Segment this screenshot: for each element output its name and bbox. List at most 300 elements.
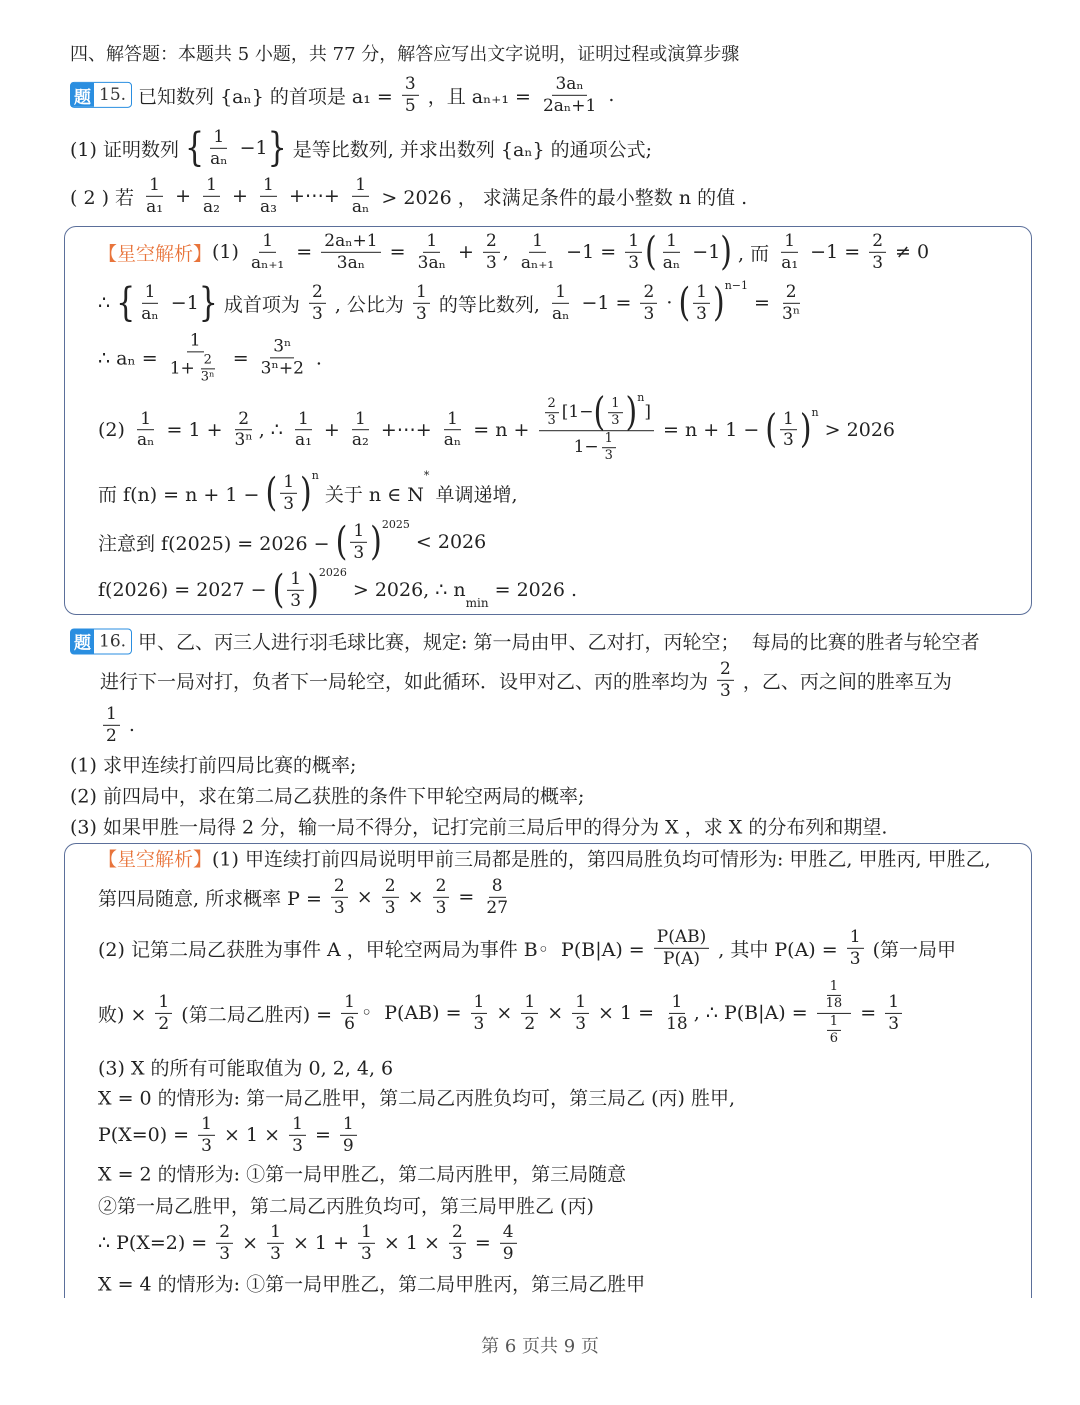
text-run: P(A)	[663, 948, 700, 969]
fraction-denominator	[663, 1014, 691, 1034]
math-fraction	[608, 397, 622, 429]
fraction-denominator	[402, 96, 419, 116]
q16-part1	[70, 751, 356, 778]
text-run: +	[451, 241, 480, 263]
text-run: 2	[643, 281, 655, 302]
math-fraction	[449, 1223, 466, 1263]
fraction-numerator	[663, 232, 680, 253]
q16-solution-line	[98, 1270, 645, 1297]
math-fraction	[349, 410, 372, 450]
text-run: (1) 证明数列	[70, 138, 185, 161]
q16-line2	[100, 660, 952, 700]
q16-solution-line	[98, 1160, 626, 1187]
fraction-denominator	[198, 1136, 215, 1156]
close-bracket: )	[712, 280, 725, 326]
text-run: aₙ	[662, 252, 681, 273]
fraction-denominator	[717, 681, 734, 701]
fraction-numerator	[280, 473, 297, 494]
fraction-numerator	[270, 338, 294, 359]
text-run: 6	[829, 1030, 839, 1046]
close-bracket: )	[625, 389, 638, 436]
fraction-denominator	[780, 431, 797, 451]
text-run: 1	[213, 126, 225, 147]
text-run: 1	[189, 330, 201, 351]
q16-solution-line	[98, 1054, 393, 1081]
text-run: 1	[342, 1113, 354, 1134]
math-fraction	[483, 232, 500, 272]
math-fraction	[138, 283, 162, 323]
text-run: 3	[219, 1243, 231, 1264]
text-run: 3aₙ	[555, 73, 584, 94]
text-run: = n + 1 −	[656, 419, 766, 441]
text-run: aₙ	[210, 148, 228, 169]
text-run: 3	[290, 590, 302, 611]
fraction-denominator	[549, 304, 573, 324]
close-bracket: )	[307, 567, 319, 613]
solution-label: 【星空解析】	[98, 242, 213, 265]
fraction-numerator	[358, 1223, 375, 1244]
text-run: 1	[829, 1013, 839, 1029]
math-fraction	[289, 1115, 306, 1155]
fraction-numerator	[198, 1115, 215, 1136]
exponent: n	[311, 468, 319, 482]
fraction-denominator	[207, 149, 231, 169]
fraction-denominator	[608, 413, 622, 428]
text-run: −1	[164, 292, 199, 314]
fraction-denominator	[572, 1014, 589, 1034]
fraction-denominator	[545, 413, 559, 428]
math-fraction	[500, 1223, 517, 1263]
text-run: aₙ	[136, 430, 155, 451]
fraction-numerator	[783, 283, 800, 304]
text-run: (1) 求甲连续打前四局比赛的概率;	[70, 754, 357, 777]
text-run: =	[290, 241, 319, 263]
text-run: X = 2 的情形为: ①第一局甲胜乙，第二局丙胜甲，第三局随意	[98, 1163, 627, 1186]
text-run: ，且 aₙ₊₁ =	[421, 85, 537, 108]
text-run: , 而	[732, 242, 776, 265]
q16-solution-line	[98, 877, 514, 917]
math-fraction	[602, 432, 616, 464]
fraction-numerator	[260, 176, 277, 197]
fraction-numerator	[654, 928, 709, 949]
text-run: 1	[783, 408, 794, 429]
text-run: 3	[888, 1013, 900, 1034]
text-run: 而 f(n) = n + 1 −	[98, 483, 266, 506]
text-run: 1	[354, 408, 366, 429]
page-cover	[0, 1298, 1080, 1328]
text-run: 27	[486, 897, 509, 918]
text-run: 2aₙ+1	[542, 95, 597, 116]
text-run: 2	[238, 408, 250, 429]
text-run: ×	[401, 886, 430, 908]
fraction-denominator	[358, 1244, 375, 1264]
exponent: n	[637, 391, 645, 405]
text-run: a₃	[259, 196, 277, 217]
text-run: 2	[435, 875, 447, 896]
math-fraction	[441, 410, 465, 450]
text-run: 2	[872, 230, 884, 251]
text-run: =	[468, 1232, 497, 1254]
text-run: 3	[283, 493, 295, 514]
text-run: aₙ	[351, 196, 370, 217]
fraction-numerator	[781, 232, 798, 253]
q15-solution-line	[98, 331, 322, 384]
text-run: 5	[404, 95, 416, 116]
fraction-denominator	[257, 197, 280, 217]
text-run: aₙ₊₁	[250, 252, 285, 273]
text-run: −1	[233, 137, 268, 159]
q15-solution-line	[98, 278, 806, 326]
fraction-numerator	[402, 75, 419, 96]
fraction-denominator	[134, 431, 158, 451]
text-run: 1	[283, 471, 295, 492]
question-number-badge	[70, 82, 132, 108]
text-run: 3ⁿ+2	[260, 358, 304, 379]
math-fraction	[402, 75, 419, 115]
fraction-denominator	[287, 591, 304, 611]
fraction-numerator	[869, 232, 886, 253]
math-fraction	[415, 232, 449, 272]
section-heading: 四、解答题：本题共 5 小题，共 77 分，解答应写出文字说明，证明过程或演算步骤	[70, 44, 740, 65]
text-run: ]	[644, 402, 651, 423]
math-fraction	[483, 877, 511, 917]
text-run: 2	[158, 1013, 170, 1034]
fraction-denominator	[216, 1244, 233, 1264]
math-fraction	[539, 389, 654, 464]
fraction-denominator	[847, 949, 864, 969]
text-run: 1	[524, 991, 536, 1012]
fraction-numerator	[321, 232, 380, 253]
text-run: 2	[720, 658, 731, 679]
fraction-denominator	[349, 431, 372, 451]
close-bracket: )	[370, 519, 382, 565]
fraction-denominator	[267, 1244, 284, 1264]
text-run: 3	[547, 413, 556, 429]
math-fraction	[521, 993, 538, 1033]
question-number-badge	[70, 628, 132, 654]
fraction-numerator	[146, 176, 163, 197]
fraction-numerator	[187, 331, 204, 352]
text-run: 1	[270, 1221, 281, 1242]
math-fraction	[207, 128, 231, 168]
math-fraction	[778, 232, 801, 272]
text-run: −1 =	[560, 241, 623, 263]
fraction-numerator	[572, 993, 589, 1014]
text-run: 3	[435, 897, 447, 918]
math-parentheses	[593, 389, 645, 436]
fraction-numerator	[471, 993, 488, 1014]
text-run: 2	[524, 1013, 536, 1034]
fraction-numerator	[201, 353, 215, 369]
text-run: 进行下一局对打，负者下一局轮空，如此循环．设甲对乙、丙的胜率均为	[100, 670, 715, 693]
text-run: 1	[355, 174, 367, 195]
text-run: 3	[451, 1243, 463, 1264]
text-run: 3	[604, 448, 613, 464]
math-fraction	[869, 232, 886, 272]
q16-solution-line	[98, 928, 956, 968]
text-run: 3	[849, 948, 861, 969]
math-fraction	[321, 232, 380, 272]
text-run: 1	[206, 174, 217, 195]
text-run: 2	[219, 1221, 231, 1242]
open-bracket: (	[272, 567, 285, 613]
fraction-denominator	[258, 359, 307, 379]
fraction-numerator	[608, 397, 622, 413]
text-run: =	[308, 1124, 337, 1146]
math-fraction	[134, 410, 158, 450]
text-run: +	[317, 419, 346, 441]
text-run: 的等比数列,	[432, 293, 546, 316]
math-fraction	[625, 232, 642, 272]
math-fraction	[717, 660, 734, 700]
text-run: =	[854, 1002, 883, 1024]
fraction-numerator	[847, 928, 864, 949]
fraction-denominator	[138, 304, 162, 324]
text-run: 1	[144, 281, 156, 302]
fraction-numerator	[210, 128, 227, 149]
text-run: 3	[611, 413, 620, 429]
fraction-denominator	[232, 431, 256, 451]
text-run: 3	[473, 1013, 485, 1034]
q15-part2	[70, 176, 747, 216]
text-run: 1	[361, 1221, 372, 1242]
text-run: 3ⁿ	[234, 430, 253, 451]
text-run: × 1 ×	[217, 1124, 287, 1146]
fraction-numerator	[693, 283, 710, 304]
text-run: (1)	[212, 241, 245, 263]
text-run: 3	[404, 73, 416, 94]
exponent: n−1	[724, 278, 749, 292]
text-run: 3	[361, 1243, 372, 1264]
text-run: 注意到 f(2025) = 2026 −	[98, 532, 336, 555]
math-fraction	[331, 877, 348, 917]
text-run: (2) 前四局中，求在第二局乙获胜的条件下甲轮空两局的概率;	[70, 785, 585, 808]
text-run: > 2026 ， 求满足条件的最小整数 n 的值 .	[375, 186, 748, 209]
fraction-numerator	[552, 75, 586, 96]
text-run: , 公比为	[328, 293, 410, 316]
text-run: aₙ₊₁	[520, 252, 555, 273]
math-fraction	[103, 705, 120, 745]
math-parentheses	[645, 229, 733, 275]
fraction-denominator	[827, 1031, 841, 1046]
text-run: 1	[149, 174, 160, 195]
text-run: 3	[720, 680, 731, 701]
fraction-numerator	[423, 232, 440, 253]
text-run: , ∴	[258, 419, 289, 441]
text-run: 1	[696, 281, 707, 302]
math-fraction	[518, 232, 557, 272]
fraction-numerator	[103, 705, 120, 726]
text-run: × 1 ×	[377, 1232, 446, 1254]
text-run: 1	[611, 395, 620, 411]
fraction-numerator	[669, 993, 686, 1014]
text-run: 18	[825, 996, 843, 1012]
text-run: 1	[158, 991, 170, 1012]
fraction-denominator	[280, 494, 297, 514]
text-run: = 1 +	[160, 419, 229, 441]
text-run: 2	[384, 875, 396, 896]
math-fraction	[693, 283, 710, 323]
fraction-numerator	[539, 389, 654, 436]
close-bracket: }	[267, 125, 287, 171]
text-run: .	[309, 347, 322, 369]
fraction-numerator	[216, 1223, 233, 1244]
fraction-numerator	[352, 176, 369, 197]
fraction-denominator	[660, 253, 684, 273]
question-badge-label: 题	[71, 629, 94, 653]
math-parentheses	[335, 517, 410, 565]
math-fraction	[471, 993, 488, 1033]
text-run: 3	[333, 897, 345, 918]
q16-part3	[70, 813, 887, 840]
text-run: a₁	[146, 196, 164, 217]
text-run: = n +	[467, 419, 536, 441]
text-run: 1	[263, 174, 274, 195]
q16-solution-line	[98, 1115, 360, 1155]
math-fraction	[545, 397, 559, 429]
text-run: ②第一局乙胜甲，第二局乙丙胜负均可，第三局甲胜乙 (丙)	[98, 1195, 594, 1218]
text-run: 8	[491, 875, 503, 896]
text-run: 3	[292, 1135, 303, 1156]
text-run: 成首项为	[217, 293, 306, 316]
text-run: 2	[785, 281, 797, 302]
fraction-denominator	[483, 898, 511, 918]
math-fraction	[654, 928, 709, 968]
text-run: ∴ P(X=2) =	[98, 1232, 214, 1254]
text-run: 3aₙ	[336, 252, 366, 273]
text-run: 4	[502, 1221, 514, 1242]
close-bracket: )	[300, 470, 312, 516]
fraction-numerator	[341, 993, 358, 1014]
text-run: 1	[201, 1113, 212, 1134]
math-fraction	[167, 331, 224, 384]
text-run: ,	[502, 241, 515, 263]
text-run: =	[383, 241, 412, 263]
fraction-denominator	[778, 253, 801, 273]
fraction-denominator	[248, 253, 287, 273]
text-run: 甲、乙、丙三人进行羽毛球比赛，规定: 第一局由甲、乙对打，丙轮空； 每局的比赛的胜者与轮空者	[138, 631, 980, 654]
fraction-denominator	[382, 898, 399, 918]
text-run: > 2026	[818, 419, 895, 441]
math-parentheses	[265, 468, 319, 516]
open-bracket: (	[678, 280, 691, 326]
fraction-numerator	[640, 283, 657, 304]
fraction-denominator	[415, 253, 449, 273]
text-run: 1	[888, 991, 900, 1012]
text-run: (第二局乙胜丙) =	[175, 1003, 339, 1026]
fraction-numerator	[155, 993, 172, 1014]
math-parentheses	[678, 278, 749, 326]
math-braces	[185, 125, 287, 171]
text-run: ，乙、丙之间的胜率互为	[736, 670, 952, 693]
fraction-numerator	[827, 980, 841, 996]
text-run: 2	[485, 230, 497, 251]
q16-line3	[100, 705, 135, 745]
math-fraction	[257, 176, 280, 216]
fraction-numerator	[717, 660, 734, 681]
text-run: 已知数列 {aₙ} 的首项是 a₁ =	[138, 85, 399, 108]
fraction-denominator	[779, 304, 803, 324]
text-run: 3	[643, 303, 655, 324]
fraction-denominator	[885, 1014, 902, 1034]
text-run: ·	[660, 292, 679, 314]
math-fraction	[847, 928, 864, 968]
fraction-denominator	[540, 96, 599, 116]
text-run: aₙ	[443, 430, 462, 451]
text-run: 3	[201, 1135, 212, 1156]
text-run: 1	[262, 230, 274, 251]
math-fraction	[549, 283, 573, 323]
text-run: 3	[575, 1013, 587, 1034]
fraction-numerator	[449, 1223, 466, 1244]
q16-solution-line	[98, 1223, 520, 1263]
text-run: 2	[451, 1221, 463, 1242]
text-run: ×	[541, 1002, 570, 1024]
math-fraction	[309, 283, 326, 323]
q15-solution-line	[98, 389, 895, 464]
q16-solution-line	[98, 1192, 594, 1219]
fraction-denominator	[471, 1014, 488, 1034]
open-bracket: {	[185, 125, 205, 171]
text-run: =	[226, 347, 255, 369]
fraction-numerator	[885, 993, 902, 1014]
text-run: =	[748, 292, 777, 314]
page-footer: 第 6 页共 9 页	[481, 1336, 599, 1357]
math-fraction	[280, 473, 297, 513]
text-run: 3	[311, 303, 323, 324]
superscript: *	[423, 468, 430, 482]
text-run: 1	[849, 926, 861, 947]
text-run: P(X=0) =	[98, 1124, 196, 1146]
open-bracket: (	[645, 229, 657, 275]
fraction-numerator	[142, 283, 159, 304]
text-run: aₙ	[141, 303, 159, 324]
math-fraction	[823, 980, 846, 1012]
text-run: (3) X 的所有可能取值为 0, 2, 4, 6	[98, 1057, 394, 1080]
exponent: n	[811, 405, 819, 419]
fraction-denominator	[350, 543, 367, 563]
text-run: 1	[415, 281, 427, 302]
fraction-denominator	[413, 304, 430, 324]
text-run: 1	[666, 230, 677, 251]
fraction-denominator	[500, 1244, 517, 1264]
math-fraction	[663, 993, 691, 1033]
text-run: ×	[490, 1002, 519, 1024]
math-fraction	[200, 176, 223, 216]
text-run: (3) 如果甲胜一局得 2 分，输一局不得分，记打完前三局后甲的得分为 X ，求 X 的分布列和期望.	[70, 816, 888, 839]
open-bracket: (	[335, 519, 348, 565]
fraction-numerator	[433, 877, 450, 898]
open-bracket: (	[593, 389, 606, 436]
fraction-denominator	[518, 253, 557, 273]
text-run: 1	[628, 230, 640, 251]
close-bracket: }	[198, 280, 218, 326]
math-fraction	[827, 1015, 841, 1047]
math-fraction	[155, 993, 172, 1033]
text-run: ×	[350, 886, 379, 908]
fraction-denominator	[441, 431, 465, 451]
text-run: 6	[344, 1013, 355, 1034]
fraction-numerator	[350, 522, 367, 543]
math-fraction	[216, 1223, 233, 1263]
math-parentheses	[765, 405, 819, 453]
math-fraction	[292, 410, 315, 450]
text-run: −1 =	[804, 241, 867, 263]
q15-solution-line	[98, 565, 578, 613]
math-fraction	[540, 75, 599, 115]
fraction-numerator	[827, 1015, 841, 1031]
fraction-denominator	[349, 197, 373, 217]
